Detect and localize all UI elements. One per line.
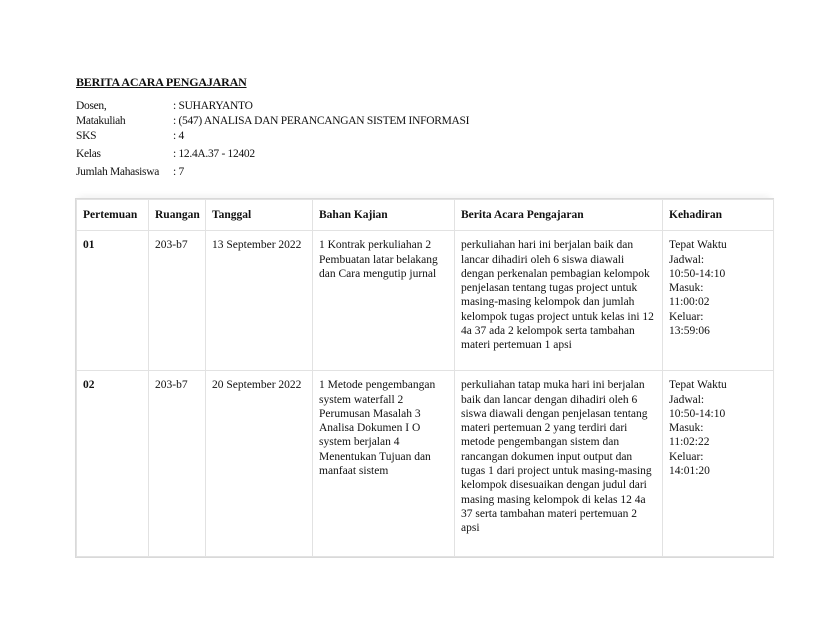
meta-value: : 7 xyxy=(173,166,184,178)
cell-berita-acara: perkuliahan hari ini berjalan baik dan lancar dihadiri oleh 6 siswa diawali dengan perkenalan pembagian kelompok penjelasan tentang tugas project untuk masing-masing kelompok dan jumlah kelompok tugas project untuk kelas ini 12 4a 37 ada 2 kelompok serta tambahan materi pertemuan 1 apsi xyxy=(455,231,663,371)
cell-bahan-kajian: 1 Metode pengembangan system waterfall 2 Perumusan Masalah 3 Analisa Dokumen I O system berjalan 4 Menentukan Tujuan dan manfaat sistem xyxy=(313,371,455,557)
meta-label: Jumlah Mahasiswa xyxy=(76,166,160,178)
document-title: BERITA ACARA PENGAJARAN xyxy=(76,75,247,89)
table-row xyxy=(77,231,774,371)
header-tanggal: Tanggal xyxy=(206,200,313,231)
meta-label: SKS xyxy=(76,130,97,142)
meta-label: Matakuliah xyxy=(76,115,126,127)
kehadiran-masuk-value: 11:02:22 xyxy=(669,436,710,449)
kehadiran-status: Tepat Waktu xyxy=(669,239,727,252)
cell-tanggal: 13 September 2022 xyxy=(206,231,313,371)
cell-kehadiran xyxy=(663,231,774,371)
meta-label: Dosen, xyxy=(76,100,107,112)
header-pertemuan: Pertemuan xyxy=(77,200,149,231)
meta-label: Kelas xyxy=(76,148,101,160)
kehadiran-masuk-value: 11:00:02 xyxy=(669,296,710,309)
kehadiran-jadwal-label: Jadwal: xyxy=(669,253,705,266)
header-berita-acara: Berita Acara Pengajaran xyxy=(455,200,663,231)
kehadiran-status: Tepat Waktu xyxy=(669,379,727,392)
cell-pertemuan: 02 xyxy=(77,371,149,557)
meta-value: : 4 xyxy=(173,130,184,142)
meta-value: : (547) ANALISA DAN PERANCANGAN SISTEM INFORMASI xyxy=(173,115,470,127)
kehadiran-keluar-value: 13:59:06 xyxy=(669,325,710,338)
header-kehadiran: Kehadiran xyxy=(663,200,774,231)
cell-tanggal: 20 September 2022 xyxy=(206,371,313,557)
cell-ruangan: 203-b7 xyxy=(149,371,206,557)
kehadiran-jadwal-value: 10:50-14:10 xyxy=(669,267,726,280)
cell-berita-acara: perkuliahan tatap muka hari ini berjalan baik dan lancar dengan dihadiri oleh 6 siswa diawali dengan penjelasan tentang materi pertemuan 2 yang terdiri dari metode pengembangan sistem dan rancangan dokumen input output dan tugas 1 dari project untuk masing-masing kelompok disesuaikan dengan judul dari masing masing kelompok di kelas 12 4a 37 serta tambahan materi pertemuan 2 apsi xyxy=(455,371,663,557)
kehadiran-jadwal-label: Jadwal: xyxy=(669,393,705,406)
meta-value: : SUHARYANTO xyxy=(173,100,253,112)
header-bahan-kajian: Bahan Kajian xyxy=(313,200,455,231)
meta-value: : 12.4A.37 - 12402 xyxy=(173,148,255,160)
header-ruangan: Ruangan xyxy=(149,200,206,231)
cell-bahan-kajian: 1 Kontrak perkuliahan 2 Pembuatan latar belakang dan Cara mengutip jurnal xyxy=(313,231,455,371)
kehadiran-masuk-label: Masuk: xyxy=(669,282,704,295)
table-header-row xyxy=(77,200,774,231)
kehadiran-masuk-label: Masuk: xyxy=(669,422,704,435)
kehadiran-keluar-label: Keluar: xyxy=(669,310,704,323)
cell-kehadiran xyxy=(663,371,774,557)
kehadiran-keluar-label: Keluar: xyxy=(669,450,704,463)
attendance-table xyxy=(75,198,774,558)
kehadiran-keluar-value: 14:01:20 xyxy=(669,465,710,478)
table-row xyxy=(77,371,774,557)
kehadiran-jadwal-value: 10:50-14:10 xyxy=(669,407,726,420)
cell-ruangan: 203-b7 xyxy=(149,231,206,371)
cell-pertemuan: 01 xyxy=(77,231,149,371)
